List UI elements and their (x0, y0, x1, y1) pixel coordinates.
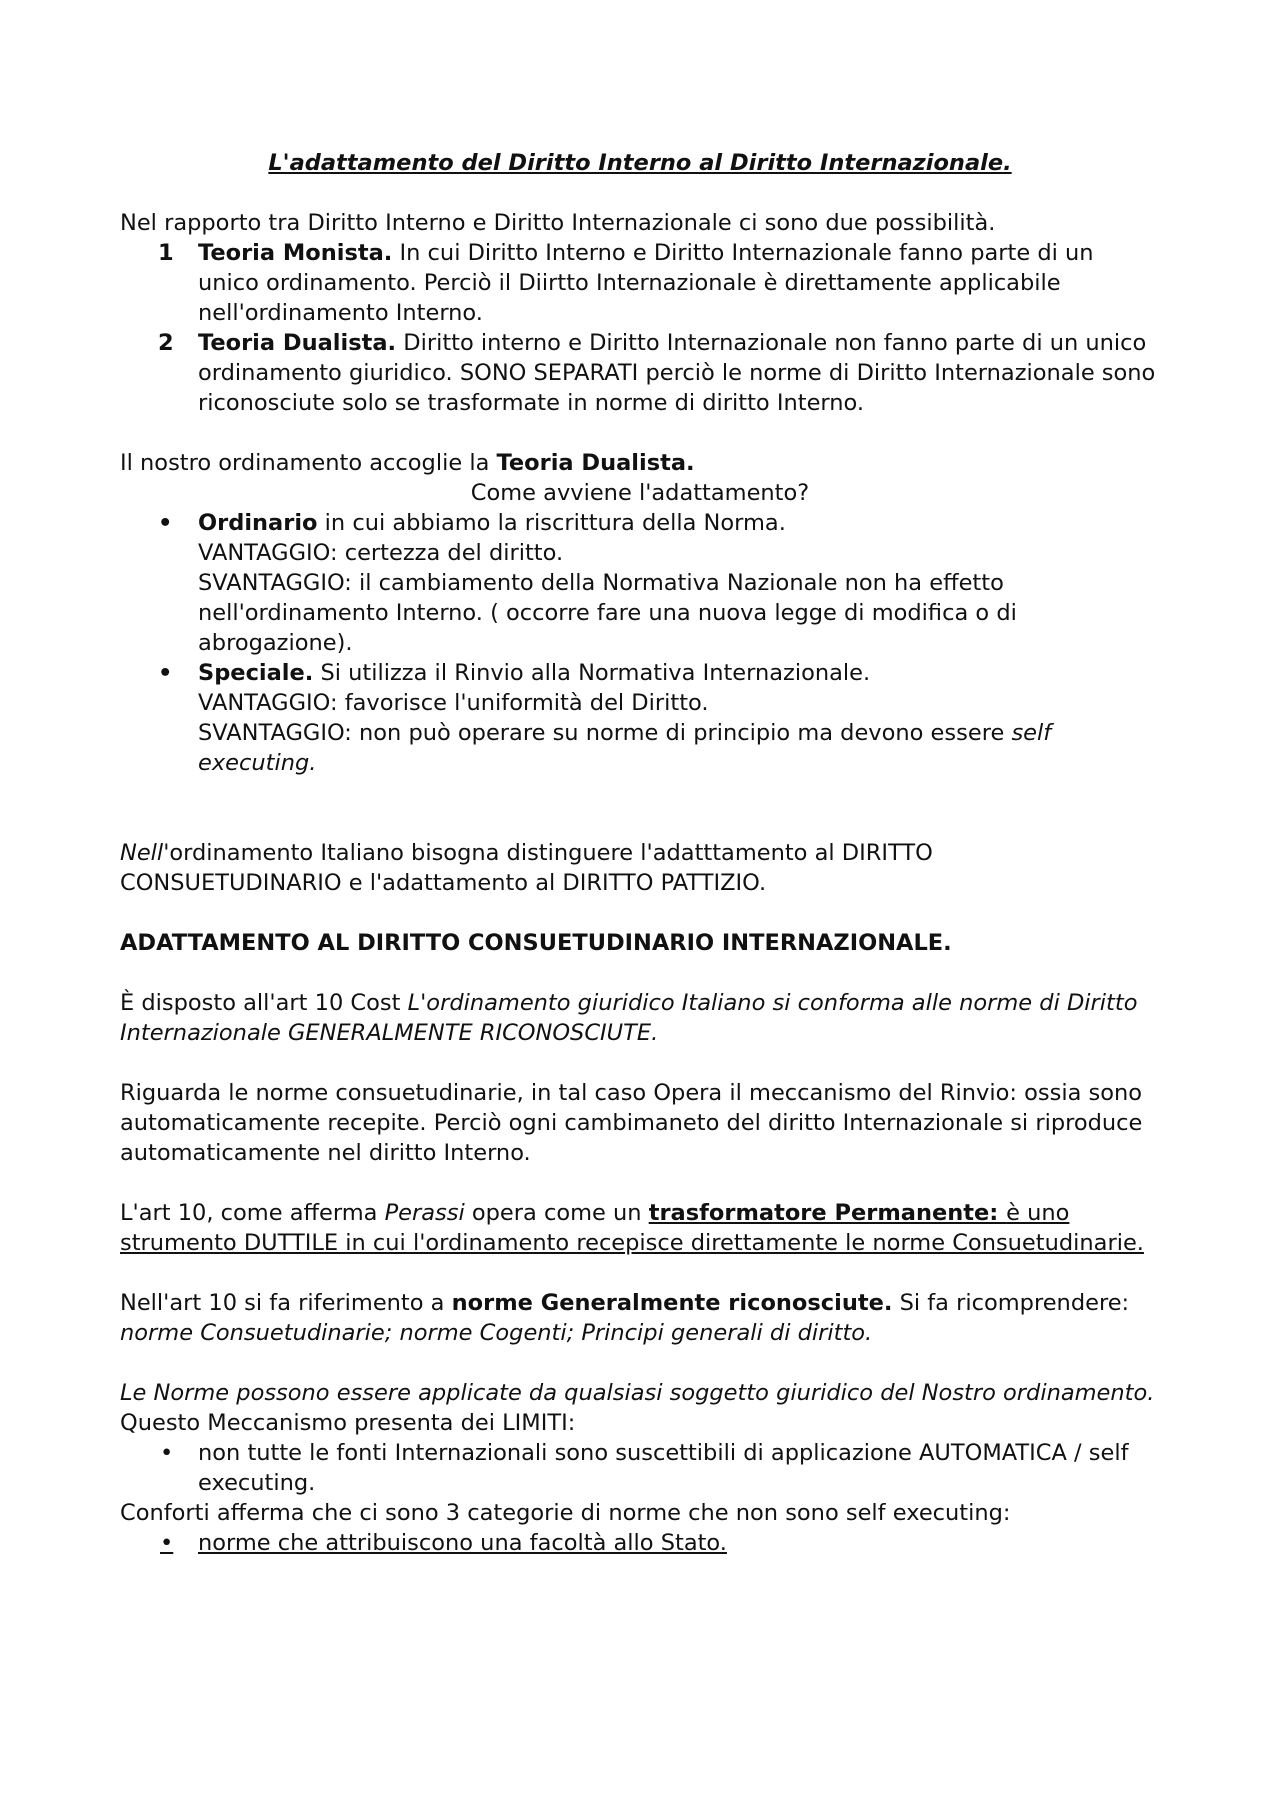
last-item-text: norme che attribuiscono una facoltà allo Stato. (198, 1530, 727, 1556)
norme-bold: norme Generalmente riconosciute. (451, 1290, 893, 1316)
theory-text: Diritto interno e Diritto Internazionale non fanno parte di un unico ordinamento giuridico. SONO SEPARATI perciò le norme di Diritto Internazionale sono riconosciute solo se trasformate in norme di diritto Interno. (198, 330, 1156, 416)
list-number: 2 (158, 330, 174, 356)
nell-italic: Nell (120, 840, 164, 866)
list-item (120, 1438, 1160, 1498)
method-svantaggio-italic: self executing. (198, 720, 1052, 776)
limiti-list (120, 1438, 1160, 1498)
method-svantaggio: SVANTAGGIO: il cambiamento della Normativa Nazionale non ha effetto nell'ordinamento Interno. ( occorre fare una nuova legge di modifica o di abrogazione). (198, 570, 1017, 656)
method-name: Ordinario (198, 510, 318, 536)
intro-paragraph: Nel rapporto tra Diritto Interno e Diritto Internazionale ci sono due possibilità. (120, 210, 996, 236)
theory-text: In cui Diritto Interno e Diritto Internazionale fanno parte di un unico ordinamento. Perciò il Diirtto Internazionale è direttamente applicabile nell'ordinamento Interno. (198, 240, 1094, 326)
method-name: Speciale. (198, 660, 314, 686)
art10-paragraph (120, 988, 1160, 1048)
question-line: Come avviene l'adattamento? (470, 480, 810, 506)
norme-paragraph (120, 1288, 1160, 1348)
method-svantaggio: SVANTAGGIO: non può operare su norme di principio ma devono essere (198, 720, 1012, 746)
bullet-icon: • (158, 510, 173, 536)
norme-text: Nell'art 10 si fa riferimento a (120, 1290, 452, 1316)
method-text: Si utilizza il Rinvio alla Normativa Internazionale. (313, 660, 871, 686)
theory-name: Teoria Dualista. (198, 330, 397, 356)
conforti-paragraph: Conforti afferma che ci sono 3 categorie di norme che non sono self executing: (120, 1500, 1011, 1526)
norme-mid: Si fa ricomprendere: (892, 1290, 1130, 1316)
method-vantaggio: VANTAGGIO: favorisce l'uniformità del Diritto. (198, 690, 709, 716)
list-item (120, 238, 1160, 328)
riguarda-paragraph: Riguarda le norme consuetudinarie, in tal caso Opera il meccanismo del Rinvio: ossia sono automaticamente recepite. Perciò ogni cambimaneto del diritto Internazionale si riproduce automaticamente nel diritto Interno. (120, 1080, 1143, 1166)
list-item (120, 328, 1160, 418)
theory-name: Teoria Monista. (198, 240, 393, 266)
list-item (120, 508, 1160, 658)
perassi-underlined: è uno strumento DUTTILE in cui l'ordinamento recepisce direttamente le norme Consuetudinarie. (120, 1200, 1144, 1256)
limiti-paragraph (120, 1378, 1160, 1438)
limiti-text: Questo Meccanismo presenta dei LIMITI: (120, 1410, 576, 1436)
bullet-icon: • (158, 660, 173, 686)
accoglie-bold: Teoria Dualista. (496, 450, 695, 476)
perassi-text: L'art 10, come afferma (120, 1200, 385, 1226)
method-vantaggio: VANTAGGIO: certezza del diritto. (198, 540, 564, 566)
limiti-italic: Le Norme possono essere applicate da qualsiasi soggetto giuridico del Nostro ordinamento. (120, 1380, 1155, 1406)
list-item (120, 1528, 1160, 1558)
perassi-bold: trasformatore Permanente: (648, 1200, 1007, 1226)
perassi-name: Perassi (384, 1200, 465, 1226)
art10-quote: L'ordinamento giuridico Italiano si conforma alle norme di Diritto Internazionale GENERALMENTE RICONOSCIUTE. (120, 990, 1138, 1046)
list-number: 1 (158, 240, 174, 266)
bullet-icon: • (160, 1440, 174, 1466)
methods-list (120, 508, 1160, 778)
norme-italic: norme Consuetudinarie; norme Cogenti; Principi generali di diritto. (120, 1320, 873, 1346)
accoglie-text: Il nostro ordinamento accoglie la (120, 450, 497, 476)
theories-list (120, 238, 1160, 418)
document-title: L'adattamento del Diritto Interno al Diritto Internazionale. (268, 150, 1012, 176)
section-heading: ADATTAMENTO AL DIRITTO CONSUETUDINARIO INTERNAZIONALE. (120, 930, 952, 956)
bullet-icon: • (160, 1530, 174, 1556)
accoglie-paragraph (120, 448, 1160, 478)
art10-text: È disposto all'art 10 Cost (120, 990, 408, 1016)
method-text: in cui abbiamo la riscrittura della Norma. (317, 510, 786, 536)
limiti-item-text: non tutte le fonti Internazionali sono suscettibili di applicazione AUTOMATICA / self executing. (198, 1440, 1129, 1496)
conforti-list (120, 1528, 1160, 1558)
perassi-mid: opera come un (464, 1200, 649, 1226)
nell-paragraph (120, 838, 1160, 898)
perassi-paragraph (120, 1198, 1160, 1258)
list-item (120, 658, 1160, 778)
nell-text: 'ordinamento Italiano bisogna distinguere l'adatttamento al DIRITTO CONSUETUDINARIO e l'adattamento al DIRITTO PATTIZIO. (120, 840, 933, 896)
